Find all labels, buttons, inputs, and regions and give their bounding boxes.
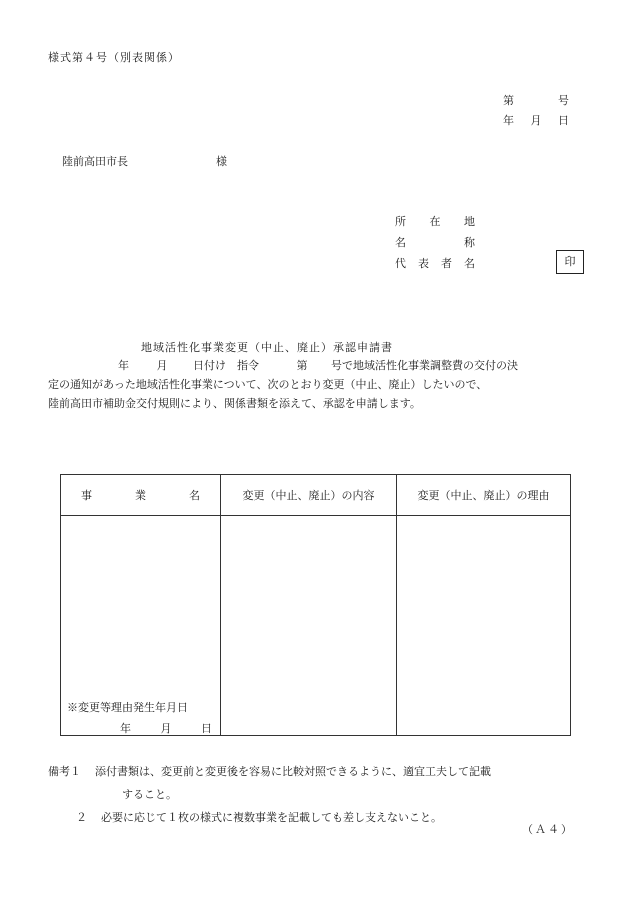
remark-1: [48, 760, 491, 783]
char: 名: [395, 236, 406, 249]
char: 名: [464, 257, 475, 270]
change-content-header: 変更（中止、廃止）の内容: [221, 475, 397, 516]
month-label: 月: [530, 114, 542, 127]
applicant-name-label: [395, 234, 475, 250]
remark-1-continued: すること。: [122, 788, 177, 801]
day-label: 日: [558, 114, 569, 127]
year-label: 年: [118, 359, 129, 372]
seal-box: 印: [556, 250, 584, 274]
change-reason-cell[interactable]: [397, 516, 571, 736]
body-line-1-tail: 号で地域活性化事業調整費の交付の決: [331, 359, 518, 372]
body-line-1: [48, 356, 588, 375]
day-label: 日: [201, 722, 212, 735]
form-number-label: 様式第４号（別表関係）: [48, 51, 180, 64]
order-label: 日付け 指令: [193, 359, 259, 372]
change-content-cell[interactable]: [221, 516, 397, 736]
char: 者: [441, 257, 452, 270]
change-reason-header: 変更（中止、廃止）の理由: [397, 475, 571, 516]
document-number-suffix: 号: [558, 94, 569, 107]
char: 称: [464, 236, 475, 249]
change-table: [60, 474, 571, 736]
year-label: 年: [120, 722, 131, 735]
document-title: 地域活性化事業変更（中止、廃止）承認申請書: [141, 341, 393, 354]
remark-2-number: ２: [76, 811, 87, 824]
remarks-label: 備考１: [48, 765, 81, 778]
remark-2-text: 必要に応じて１枚の様式に複数事業を記載しても差し支えないこと。: [101, 811, 442, 824]
applicant-address-label: [395, 213, 475, 229]
addressee-name: 陸前高田市長: [62, 155, 128, 168]
char: 業: [135, 489, 146, 502]
body-line-2: 定の通知があった地域活性化事業について、次のとおり変更（中止、廃止）したいので、: [48, 378, 488, 391]
addressee-honorific: 様: [216, 155, 227, 168]
occurrence-date: [120, 720, 212, 736]
remarks: [48, 760, 491, 829]
char: 事: [81, 489, 92, 502]
remark-1-text: 添付書類は、変更前と変更後を容易に比較対照できるように、適宜工夫して記載: [95, 765, 491, 778]
project-name-header: [61, 475, 221, 516]
document-date: [503, 112, 569, 128]
char: 表: [418, 257, 429, 270]
table-header-row: [61, 475, 571, 516]
char: 所: [395, 215, 406, 228]
char: 地: [464, 215, 475, 228]
body-text: [48, 356, 588, 413]
year-label: 年: [503, 114, 514, 127]
month-label: 月: [156, 359, 168, 372]
char: 代: [395, 257, 406, 270]
document-number-prefix: 第: [503, 94, 514, 107]
char: 名: [189, 489, 200, 502]
document-number: [503, 92, 569, 108]
paper-size-label: （Ａ４）: [522, 823, 574, 836]
body-line-3: 陸前高田市補助金交付規則により、関係書類を添えて、承認を申請します。: [48, 397, 421, 410]
order-number-prefix: 第: [296, 359, 308, 372]
occurrence-date-label: ※変更等理由発生年月日: [67, 701, 188, 714]
remark-2: [48, 806, 491, 829]
month-label: 月: [160, 722, 172, 735]
representative-label: [395, 255, 475, 271]
addressee: [62, 153, 227, 169]
char: 在: [429, 215, 441, 228]
